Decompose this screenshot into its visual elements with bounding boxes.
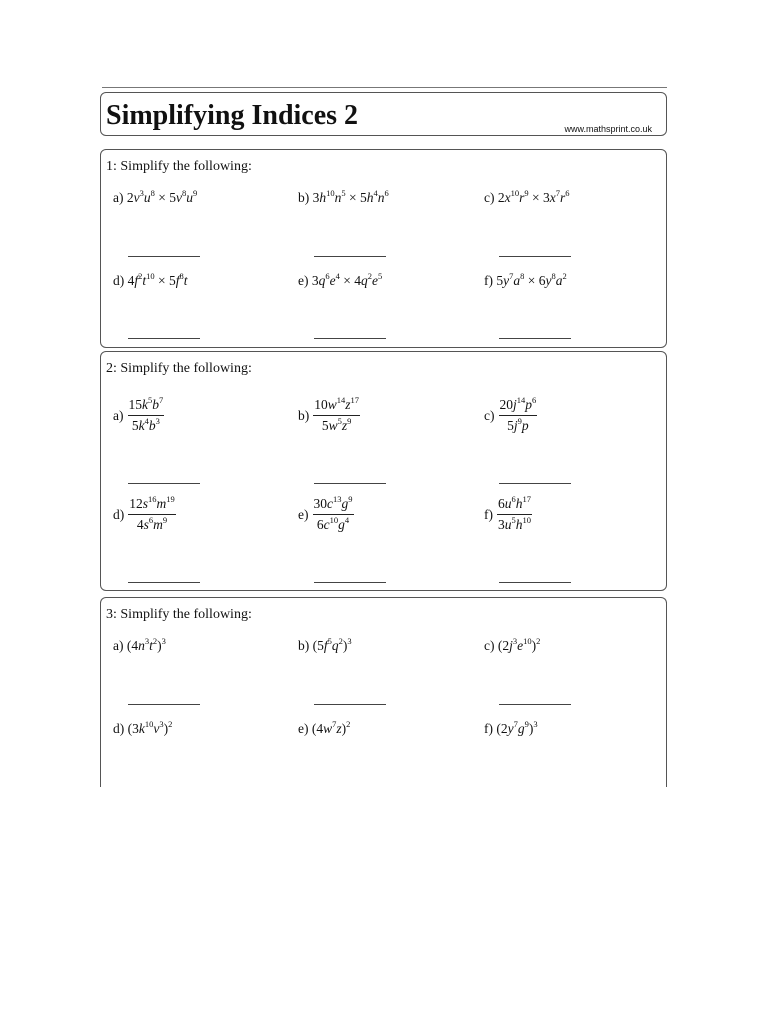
question-2f: f) $\frac{6u^6h^{17}}{3u^5h^{10}}$ <box>484 494 531 532</box>
question-2e: e) $\frac{30c^{13}g^9}{6c^{10}g^4}$ <box>298 494 353 532</box>
section-title: 3: Simplify the following: <box>106 607 252 622</box>
top-rule <box>102 87 667 88</box>
question-2b: b) $\frac{10w^{14}z^{17}}{5w^5z^9}$ <box>298 395 360 433</box>
question-1a: a) $2v^3u^8 \times 5v^8u^9$ <box>113 188 198 205</box>
answer-line[interactable] <box>128 338 200 339</box>
section-title: 1: Simplify the following: <box>106 159 252 174</box>
answer-line[interactable] <box>128 256 200 257</box>
answer-line[interactable] <box>128 704 200 705</box>
question-1f: f) $5y^7a^8 \times 6y^8a^2$ <box>484 271 567 288</box>
website-url: www.mathsprint.co.uk <box>564 124 652 134</box>
question-3d: d) $(3k^{10}v^3)^2$ <box>113 719 173 736</box>
answer-line[interactable] <box>314 338 386 339</box>
answer-line[interactable] <box>499 338 571 339</box>
question-3b: b) $(5f^5q^2)^3$ <box>298 636 352 653</box>
answer-line[interactable] <box>314 483 386 484</box>
answer-line[interactable] <box>499 582 571 583</box>
answer-line[interactable] <box>314 256 386 257</box>
section-1 <box>100 149 667 348</box>
answer-line[interactable] <box>499 704 571 705</box>
question-2c: c) $\frac{20j^{14}p^6}{5j^9p}$ <box>484 395 537 433</box>
question-1c: c) $2x^{10}r^9 \times 3x^7r^6$ <box>484 188 570 205</box>
answer-line[interactable] <box>128 582 200 583</box>
question-2d: d) $\frac{12s^{16}m^{19}}{4s^6m^9}$ <box>113 494 175 532</box>
question-2a: a) $\frac{15k^5b^7}{5k^4b^3}$ <box>113 395 164 433</box>
answer-line[interactable] <box>499 256 571 257</box>
question-3a: a) $(4n^3t^2)^3$ <box>113 636 166 653</box>
question-1e: e) $3q^6e^4 \times 4q^2e^5$ <box>298 271 383 288</box>
question-3e: e) $(4w^7z)^2$ <box>298 719 351 736</box>
page-title: Simplifying Indices 2 <box>106 100 359 131</box>
section-title: 2: Simplify the following: <box>106 361 252 376</box>
section-2 <box>100 351 667 591</box>
answer-line[interactable] <box>314 704 386 705</box>
answer-line[interactable] <box>314 582 386 583</box>
question-3f: f) $(2y^7g^9)^3$ <box>484 719 538 736</box>
title-box <box>100 92 667 136</box>
answer-line[interactable] <box>499 483 571 484</box>
question-3c: c) $(2j^3e^{10})^2$ <box>484 636 541 653</box>
section-3 <box>100 597 667 787</box>
answer-line[interactable] <box>128 483 200 484</box>
question-1d: d) $4f^2t^{10} \times 5f^8t$ <box>113 271 188 288</box>
question-1b: b) $3h^{10}n^5 \times 5h^4n^6$ <box>298 188 389 205</box>
